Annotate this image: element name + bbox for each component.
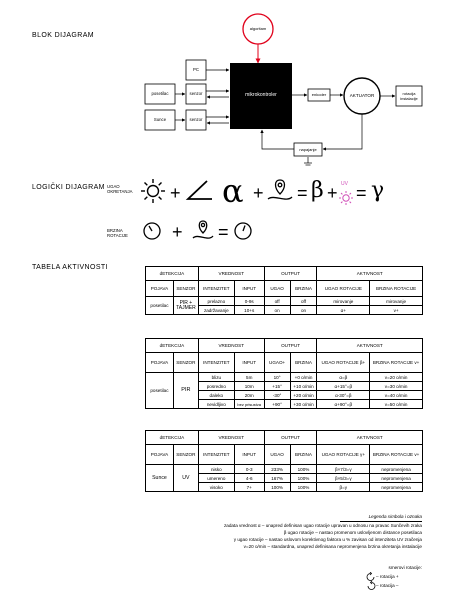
t2-senzor: PIR — [173, 373, 198, 409]
table-cell: on — [264, 306, 290, 315]
speedometer-result-icon — [235, 223, 251, 239]
t3-sub: POJAVA — [146, 445, 174, 465]
table-cell: β×7/3=γ — [317, 465, 370, 474]
t1-head-aktivnost: AKTIVNOST — [317, 267, 423, 281]
mikrokontroler-label: mikrokontroler — [245, 92, 277, 98]
table-cell: +20 o/min — [290, 391, 317, 400]
table-cell: 100% — [290, 483, 317, 492]
table-cell: nepromenjena — [370, 465, 423, 474]
table-cell: 167% — [264, 474, 290, 483]
t3-sub: BRZINA ROTACIJE v+ — [370, 445, 423, 465]
t1-pojava: posetilac — [146, 297, 174, 315]
legend-rot-plus: – rotacija + — [376, 574, 399, 579]
table-cell: 0-3 — [234, 465, 264, 474]
eq-2: = — [356, 183, 367, 203]
activity-table-2 — [145, 338, 423, 409]
table-cell: mirovanje — [317, 297, 370, 306]
legend-line-4: v=20 o/min – standardna, unapred definisana nepromenjena brzina okretanja instalacije — [243, 544, 422, 549]
table-cell: mirovanje — [370, 297, 423, 306]
aktuator-label: AKTUATOR — [349, 93, 375, 98]
t3-sub: BRZINA — [290, 445, 317, 465]
plus-1: + — [170, 183, 181, 203]
table-cell: +15° — [264, 382, 290, 391]
table-cell: blizu — [198, 373, 234, 382]
posetilac-label: posetilac — [151, 91, 169, 96]
table-cell: +0 o/min — [290, 373, 317, 382]
block-diagram — [0, 0, 470, 170]
t1-sub: SENZOR — [173, 281, 198, 297]
t3-sub: INTENZITET — [198, 445, 234, 465]
napajanje-label: napajanje — [299, 147, 317, 152]
uv-sun-icon — [339, 191, 353, 205]
table-cell: 20m — [234, 391, 264, 400]
table-cell: off — [290, 297, 317, 306]
table-cell: +90° — [264, 400, 290, 409]
senzor2-label: senzor — [189, 117, 203, 122]
t3-head-vrednost: VREDNOST — [198, 431, 264, 445]
t1-head-vrednost: VREDNOST — [198, 267, 264, 281]
location-icon — [268, 180, 292, 199]
t3-pojava: Sunce — [146, 465, 174, 492]
t2-sub: UGAO+ — [264, 353, 290, 373]
t3-sub: UGAO — [264, 445, 290, 465]
sunce-label: Sunce — [153, 117, 167, 122]
t2-sub: INTENZITET — [198, 353, 234, 373]
algoritam-label: algoritam — [249, 26, 267, 31]
t2-sub: SENZOR — [173, 353, 198, 373]
t1-sub: UGAO — [264, 281, 290, 297]
legend-line-2: β ugao rotacije – nastao promenom uslovljenom distance posetilaca — [283, 530, 422, 535]
legend-rot-minus: – rotacija – — [376, 583, 399, 588]
table-cell: nepromenjena — [370, 474, 423, 483]
table-cell: umereno — [198, 474, 234, 483]
t1-head-detekcija: dETEKCIJA — [146, 267, 199, 281]
uv-label: UV — [341, 181, 348, 187]
t1-sub: INPUT — [234, 281, 264, 297]
table-cell: 100% — [264, 483, 290, 492]
t3-sub: INPUT — [234, 445, 264, 465]
angle-icon — [188, 181, 212, 199]
t2-head-vrednost: VREDNOST — [198, 339, 264, 353]
section-title-tabela: TABELA AKTIVNOSTI — [32, 264, 108, 271]
section-title-logicki: LOGIČKI DIJAGRAM — [32, 184, 105, 191]
t2-sub: BRZINA — [290, 353, 317, 373]
table-cell: off — [264, 297, 290, 306]
t1-sub: INTENZITET — [198, 281, 234, 297]
t3-head-output: OUTPUT — [264, 431, 317, 445]
table-cell: α+90°=β — [317, 400, 370, 409]
sun-icon — [141, 179, 165, 203]
table-cell: α-30°=β — [317, 391, 370, 400]
table-cell: α+ — [317, 306, 370, 315]
table-cell: 10° — [264, 373, 290, 382]
table-cell: visoko — [198, 483, 234, 492]
t1-sub: UGAO ROTACIJE — [317, 281, 370, 297]
table-cell: -30° — [264, 391, 290, 400]
section-title-blok: BLOK DIJAGRAM — [32, 32, 94, 39]
t1-senzor: PIR + TAJMER — [173, 297, 198, 315]
table-cell: bez prisustva — [234, 400, 264, 409]
activity-table-1 — [145, 266, 423, 315]
table-cell: +10 o/min — [290, 382, 317, 391]
legend-smer: smerovi rotacije: — [388, 565, 422, 570]
eq-3: = — [218, 222, 229, 242]
table-cell: 100% — [290, 474, 317, 483]
t3-head-aktivnost: AKTIVNOST — [317, 431, 423, 445]
table-cell: zadržavanje — [198, 306, 234, 315]
table-cell: β=γ — [317, 483, 370, 492]
table-cell: 10+s — [234, 306, 264, 315]
t1-sub: POJAVA — [146, 281, 174, 297]
table-cell: +30 o/min — [290, 400, 317, 409]
t2-head-output: OUTPUT — [264, 339, 317, 353]
table-cell: 5m — [234, 373, 264, 382]
t2-sub: POJAVA — [146, 353, 174, 373]
plus-3: + — [327, 183, 338, 203]
beta-symbol: β — [311, 178, 324, 203]
plus-2: + — [253, 183, 264, 203]
table-cell: v=30 o/min — [370, 382, 423, 391]
legend-line-3: γ ugao rotacije – nastao uslovom korektivnog faktora u % zavisan od intenziteta UV zračenja — [233, 537, 422, 542]
table-cell: α=β — [317, 373, 370, 382]
t2-pojava: posetilac — [146, 373, 174, 409]
table-cell: prelazno — [198, 297, 234, 306]
table-cell: 4-6 — [234, 474, 264, 483]
table-cell: 0-9s — [234, 297, 264, 306]
table-cell: daleko — [198, 391, 234, 400]
table-cell: posredno — [198, 382, 234, 391]
activity-table-3 — [145, 430, 423, 492]
pc-label: PC — [193, 67, 199, 72]
speedometer-icon — [144, 223, 160, 239]
rotacija-label: rotacija instalacije — [400, 91, 418, 101]
legend-title: Legenda simbola i oznaka — [340, 514, 422, 522]
table-cell: 7+ — [234, 483, 264, 492]
table-cell: v+ — [370, 306, 423, 315]
location-icon-2 — [193, 221, 213, 238]
t2-sub: INPUT — [234, 353, 264, 373]
brzina-rotacije-label: BRZINA ROTACIJE — [107, 228, 128, 238]
t2-sub: BRZINA ROTACIJE v+ — [370, 353, 423, 373]
table-cell: 10m — [234, 382, 264, 391]
table-cell: nevidljivo — [198, 400, 234, 409]
table-cell: 233% — [264, 465, 290, 474]
t1-sub: BRZINA — [290, 281, 317, 297]
table-cell: nepromenjena — [370, 483, 423, 492]
t3-sub: SENZOR — [173, 445, 198, 465]
rotation-minus-icon — [368, 581, 375, 590]
enkoder-label: enkoder — [311, 92, 327, 97]
t3-sub: UGAO ROTACIJE γ+ — [317, 445, 370, 465]
rotation-plus-icon — [367, 572, 374, 581]
table-cell: v=50 o/min — [370, 400, 423, 409]
alpha-symbol: α — [222, 172, 244, 210]
legend-line-1: zadata vrednost α – unapred definisan ugao rotacije upravan u odnosu na pravac Sunčevih zraka — [223, 523, 422, 528]
t2-sub: UGAO ROTACIJE β+ — [317, 353, 370, 373]
t1-sub: BRZINA ROTACIJE — [370, 281, 423, 297]
table-cell: α+15°=β — [317, 382, 370, 391]
t3-head-detekcija: dETEKCIJA — [146, 431, 199, 445]
ugao-okretanja-label: UGAO OKRETANJA — [107, 184, 133, 194]
eq-1: = — [297, 183, 308, 203]
table-cell: v=20 o/min — [370, 373, 423, 382]
plus-4: + — [172, 222, 183, 242]
t1-head-output: OUTPUT — [264, 267, 317, 281]
table-cell: β×5/3=γ — [317, 474, 370, 483]
table-cell: v=40 o/min — [370, 391, 423, 400]
gamma-symbol: γ — [371, 178, 385, 203]
t3-senzor: UV — [173, 465, 198, 492]
table-cell: on — [290, 306, 317, 315]
t2-head-aktivnost: AKTIVNOST — [317, 339, 423, 353]
table-cell: 100% — [290, 465, 317, 474]
table-cell: nisko — [198, 465, 234, 474]
senzor1-label: senzor — [189, 91, 203, 96]
t2-head-detekcija: dETEKCIJA — [146, 339, 199, 353]
